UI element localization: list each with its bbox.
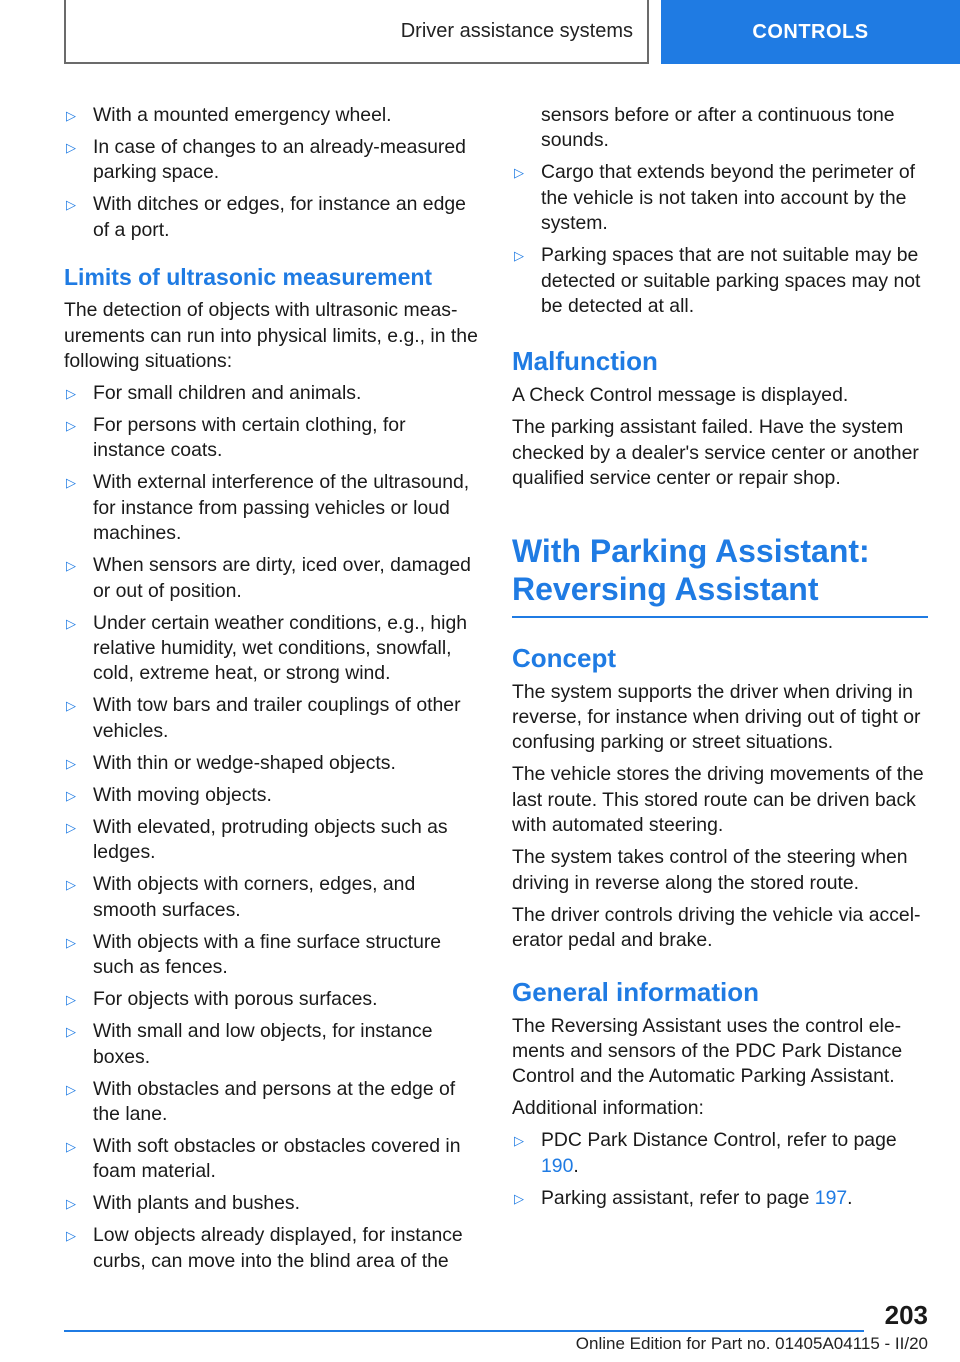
list-item: ▷ With a mounted emergency wheel. bbox=[64, 103, 480, 128]
list-item: ▷ For persons with certain clothing, for instance coats. bbox=[66, 414, 406, 462]
page-link-190[interactable]: 190 bbox=[541, 1154, 574, 1177]
heading-concept: Concept bbox=[512, 642, 616, 673]
paragraph-concept-2: The vehicle stores the driving movements of the last route. This stored route can be driven back with automated steering. bbox=[512, 763, 924, 837]
list-item: ▷ With obstacles and persons at the edge of the lane. bbox=[66, 1077, 456, 1125]
header-tab-label: CONTROLS bbox=[752, 20, 869, 43]
bullet-triangle-icon: ▷ bbox=[66, 787, 76, 803]
list-item: ▷ In case of changes to an already-measured parking space. bbox=[66, 136, 466, 184]
bullet-list-ultrasonic-limits bbox=[64, 381, 480, 1274]
bullet-triangle-icon: ▷ bbox=[514, 165, 524, 181]
heading-general-information: General information bbox=[512, 976, 760, 1007]
bullet-triangle-icon: ▷ bbox=[66, 1081, 76, 1097]
bullet-triangle-icon: ▷ bbox=[66, 1228, 76, 1244]
paragraph-concept-3: The system takes control of the steering when driving in reverse along the stored route. bbox=[512, 846, 908, 894]
header-section-label: Driver assistance systems bbox=[400, 19, 633, 42]
bullet-triangle-icon: ▷ bbox=[66, 140, 76, 155]
list-item: ▷ Low objects already displayed, for instance curbs, can move into the blind area of the bbox=[66, 1224, 463, 1272]
list-item: ▷ Parking assistant, refer to page 197. bbox=[512, 1186, 928, 1211]
paragraph-concept-4: The driver controls driving the vehicle via accelerator pedal and brake. bbox=[512, 903, 921, 952]
left-column bbox=[64, 103, 480, 1281]
section-title-reversing-assistant: With Parking Assistant: Reversing Assistant bbox=[512, 532, 928, 618]
paragraph-general-2: Additional information: bbox=[512, 1097, 704, 1120]
bullet-list-continued bbox=[512, 160, 928, 319]
list-item: ▷ With tow bars and trailer couplings of other vehicles. bbox=[66, 694, 461, 742]
list-item: ▷ With objects with a fine surface structure such as fences. bbox=[66, 930, 442, 979]
heading-malfunction: Malfunction bbox=[512, 346, 658, 377]
list-item: ▷ With thin or wedge-shaped objects. bbox=[64, 751, 480, 776]
bullet-list-references bbox=[512, 1128, 928, 1211]
page-link-197[interactable]: 197 bbox=[814, 1186, 848, 1209]
footer-divider bbox=[64, 1330, 864, 1332]
bullet-triangle-icon: ▷ bbox=[66, 615, 76, 631]
bullet-triangle-icon: ▷ bbox=[66, 558, 76, 574]
heading-ultrasonic-limits: Limits of ultrasonic measurement bbox=[64, 264, 433, 291]
bullet-triangle-icon: ▷ bbox=[66, 386, 76, 402]
list-item: ▷ With plants and bushes. bbox=[64, 1191, 480, 1216]
header-section-title bbox=[64, 0, 649, 64]
list-item: ▷ With elevated, protruding objects such as ledges. bbox=[66, 815, 448, 864]
bullet-triangle-icon: ▷ bbox=[66, 197, 76, 213]
bullet-triangle-icon: ▷ bbox=[66, 698, 76, 714]
bullet-triangle-icon: ▷ bbox=[66, 1196, 76, 1212]
bullet-triangle-icon: ▷ bbox=[514, 1190, 524, 1206]
list-item: ▷ PDC Park Distance Control, refer to page 190. bbox=[514, 1129, 897, 1177]
right-column bbox=[512, 103, 928, 1218]
paragraph-concept-1: The system supports the driver when driving in reverse, for instance when driving out of tight or confusing parking or street situations. bbox=[512, 680, 921, 754]
paragraph-continued: sensors before or after a continuous tone sounds. bbox=[541, 104, 895, 152]
list-item: ▷ With ditches or edges, for instance an edge of a port. bbox=[66, 193, 466, 241]
paragraph-malfunction-1: A Check Control message is displayed. bbox=[512, 384, 849, 407]
list-item: ▷ With external interference of the ultrasound, for instance from passing vehicles or loud machines. bbox=[66, 471, 470, 545]
bullet-triangle-icon: ▷ bbox=[66, 877, 76, 893]
paragraph-malfunction-2: The parking assistant failed. Have the system checked by a dealer's service center or another qualified service center or repair shop. bbox=[512, 416, 919, 490]
paragraph-general-1: The Reversing Assistant uses the control elements and sensors of the PDC Park Distance Control and the Automatic Parking Assistant. bbox=[512, 1014, 903, 1088]
list-item: ▷ For small children and animals. bbox=[64, 381, 480, 406]
list-item: ▷ With moving objects. bbox=[64, 783, 480, 808]
list-item: ▷ Parking spaces that are not suitable may be detected or suitable parking spaces may not be detected at all. bbox=[514, 244, 921, 318]
bullet-triangle-icon: ▷ bbox=[66, 475, 76, 491]
footer-edition: Online Edition for Part no. 01405A04115 - II/20 bbox=[575, 1334, 928, 1353]
list-item: ▷ For objects with porous surfaces. bbox=[64, 987, 480, 1012]
list-item: ▷ With small and low objects, for instance boxes. bbox=[66, 1020, 433, 1068]
paragraph-ultrasonic-intro: The detection of objects with ultrasonic measurements can run into physical limits, e.g., in the following situations: bbox=[64, 299, 478, 373]
page-number: 203 bbox=[884, 1300, 928, 1330]
bullet-triangle-icon: ▷ bbox=[66, 418, 76, 434]
bullet-triangle-icon: ▷ bbox=[514, 248, 524, 264]
list-item: ▷ When sensors are dirty, iced over, damaged or out of position. bbox=[66, 554, 471, 602]
bullet-triangle-icon: ▷ bbox=[66, 934, 76, 950]
list-item: ▷ With soft obstacles or obstacles covered in foam material. bbox=[66, 1134, 461, 1183]
bullet-triangle-icon: ▷ bbox=[66, 819, 76, 835]
list-item: ▷ Under certain weather conditions, e.g., high relative humidity, wet conditions, snowfall, cold, extreme heat, or strong wind. bbox=[66, 611, 468, 685]
bullet-list-conditions bbox=[64, 103, 480, 243]
bullet-triangle-icon: ▷ bbox=[66, 992, 76, 1008]
bullet-triangle-icon: ▷ bbox=[66, 755, 76, 771]
list-item: ▷ Cargo that extends beyond the perimeter of the vehicle is not taken into account by the system. bbox=[514, 161, 916, 235]
bullet-triangle-icon: ▷ bbox=[66, 1138, 76, 1154]
bullet-triangle-icon: ▷ bbox=[66, 108, 76, 123]
list-item: ▷ With objects with corners, edges, and smooth surfaces. bbox=[66, 873, 416, 921]
bullet-triangle-icon: ▷ bbox=[514, 1133, 524, 1149]
bullet-triangle-icon: ▷ bbox=[66, 1024, 76, 1040]
header-tab-controls[interactable] bbox=[661, 0, 960, 64]
